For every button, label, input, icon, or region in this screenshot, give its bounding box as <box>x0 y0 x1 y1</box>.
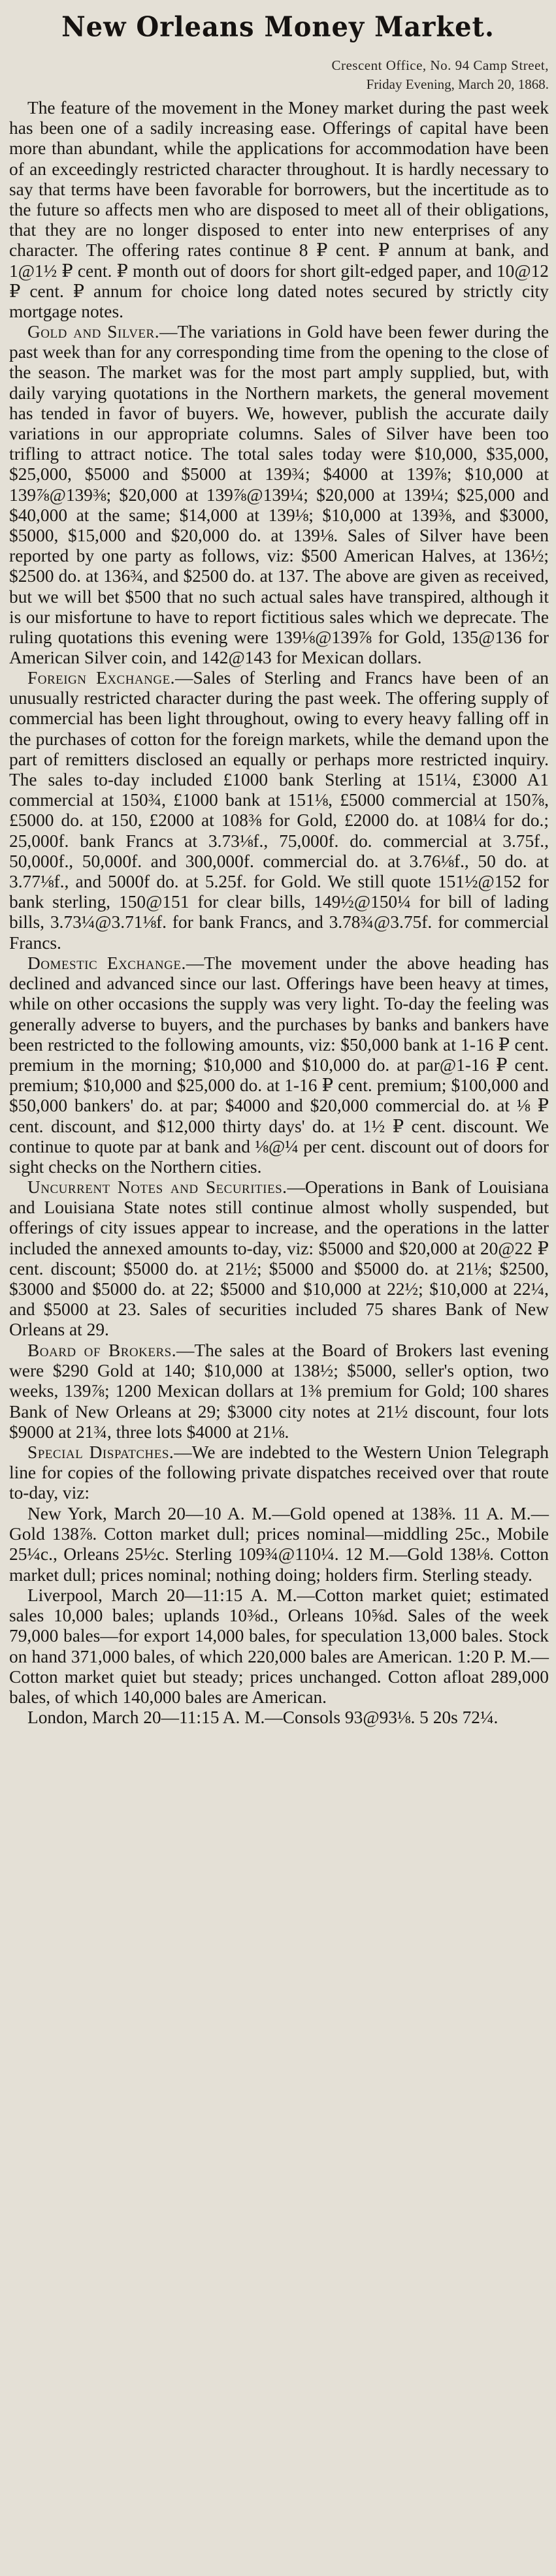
section-heading-board-of-brokers: Board of Brokers. <box>27 1341 177 1360</box>
paragraph-text: Liverpool, March 20—11:15 A. M.—Cotton market quiet; estimated sales 10,000 bales; uplands 10⅜d., Orleans 10⅝d. Sales of the week 79,000 bales—for export 14,000 bales, for speculation 13,000 bales. Stock on hand 371,000 bales, of which 220,000 bales are American. 1:20 P. M.—Cotton market quiet but steady; prices unchanged. Cotton afloat 289,000 bales, of which 140,000 bales are American. <box>9 1585 549 1708</box>
paragraph-text: —The sales at the Board of Brokers last evening were $290 Gold at 140; $10,000 at 138½; $5000, seller's option, two weeks, 139⅞; 1200 Mexican dollars at 1⅜ premium for Gold; 100 shares Bank of New Orleans at 29; $3000 city notes at 21½ discount, four lots $9000 at 21¾, three lots $4000 at 21⅛. <box>9 1341 549 1442</box>
paragraph-text: London, March 20—11:15 A. M.—Consols 93@93⅛. 5 20s 72¼. <box>27 1708 499 1727</box>
paragraph-text: —The movement under the above heading has declined and advanced since our last. Offerings have been heavy at times, while on other occasions the supply was very light. To-day the feeling was generally adverse to buyers, and the purchases by banks and bankers have been restricted to the following amounts, viz: $50,000 bank at 1-16 ₽ cent. premium in the morning; $10,000 and $10,000 do. at par@1-16 ₽ cent. premium; $10,000 and $25,000 do. at 1-16 ₽ cent. premium; $100,000 and $50,000 bankers' do. at par; $4000 and $20,000 commercial do. at ⅛ ₽ cent. discount, and $12,000 thirty days' do. at 1½ ₽ cent. discount. We continue to quote par at bank and ⅛@¼ per cent. discount out of doors for sight checks on the Northern cities. <box>9 953 549 1177</box>
paragraph-money-market <box>9 98 549 322</box>
paragraph-text: —The variations in Gold have been fewer during the past week than for any corresponding time from the opening to the close of the season. The market was for the most part amply supplied, but, with daily varying quotations in the Northern markets, the general movement has tended in favor of buyers. We, however, publish the accurate daily variations in our appropriate columns. Sales of Silver have been too trifling to attract notice. The total sales today were $10,000, $35,000, $25,000, $5000 and $5000 at 139¾; $4000 at 139⅞; $10,000 at 139⅞@139⅜; $20,000 at 139⅞@139¼; $20,000 at 139¼; $25,000 and $40,000 at the same; $14,000 at 139⅛; $10,000 at 139⅜, and $3000, $5000, $15,000 and $20,000 do. at 139⅛. Sales of Silver have been reported by one party as follows, viz: $500 American Halves, at 136½; $2500 do. at 136¾, and $2500 do. at 137. The above are given as received, but we will bet $500 that no such actual sales have transpired, although it is our misfortune to have to report fictitious sales which we deprecate. The ruling quotations this evening were 139⅛@139⅞ for Gold, 135@136 for American Silver coin, and 142@143 for Mexican dollars. <box>9 322 549 668</box>
paragraph-text: —We are indebted to the Western Union Telegraph line for copies of the following private dispatches received over that route to-day, viz: <box>9 1442 549 1503</box>
section-heading-domestic-exchange: Domestic Exchange. <box>27 953 186 973</box>
paragraph-special-dispatches <box>9 1442 549 1504</box>
paragraph-text: The feature of the movement in the Money market during the past week has been one of a sadily increasing ease. Offerings of capital have been more than abundant, while the applications for accommodation have been of an exceedingly restricted character throughout. It is hardly necessary to say that terms have been favorable for borrowers, but the incertitude as to the future so affects men who are disposed to meet all of their obligations, that they are no longer disposed to enter into new enterprises of any character. The offering rates continue 8 ₽ cent. ₽ annum at bank, and 1@1½ ₽ cent. ₽ month out of doors for short gilt-edged paper, and 10@12 ₽ cent. ₽ annum for choice long dated notes secured by strictly city mortgage notes. <box>9 98 549 322</box>
section-heading-gold-silver: Gold and Silver. <box>27 322 160 342</box>
paragraph-foreign-exchange <box>9 668 549 953</box>
article-body <box>9 98 549 2566</box>
paragraph-board-of-brokers <box>9 1341 549 1442</box>
dateline <box>39 56 549 97</box>
masthead-title: New Orleans Money Market. <box>61 10 495 44</box>
paragraph-domestic-exchange <box>9 953 549 1177</box>
dispatch-liverpool <box>9 1585 549 1708</box>
paragraph-text: —Operations in Bank of Louisiana and Louisiana State notes still continue almost wholly suspended, but offerings of city issues appear to increase, and the operations in the latter included the annexed amounts to-day, viz: $5000 and $20,000 at 20@22 ₽ cent. discount; $5000 do. at 21½; $5000 and $5000 do. at 21⅛; $2500, $3000 and $5000 do. at 22; $5000 and $10,000 at 22½; $10,000 at 22¼, and $5000 at 23. Sales of securities included 75 shares Bank of New Orleans at 29. <box>9 1177 549 1340</box>
section-heading-uncurrent-notes: Uncurrent Notes and Securities. <box>27 1177 287 1197</box>
section-heading-foreign-exchange: Foreign Exchange. <box>27 668 176 688</box>
paragraph-gold-silver <box>9 322 549 668</box>
dispatch-new-york <box>9 1504 549 1585</box>
paragraph-uncurrent-notes <box>9 1177 549 1341</box>
dispatch-london <box>9 1708 549 1728</box>
dateline-date: Friday Evening, March 20, 1868. <box>366 76 549 92</box>
paragraph-text: New York, March 20—10 A. M.—Gold opened at 138⅜. 11 A. M.—Gold 138⅞. Cotton market dull; prices nominal—middling 25c., Mobile 25¼c., Orleans 25½c. Sterling 109¾@110¼. 12 M.—Gold 138⅛. Cotton market dull; prices nominal; nothing doing; holders firm. Sterling steady. <box>9 1504 549 1585</box>
paragraph-text: —Sales of Sterling and Francs have been of an unusually restricted character during the past week. The offering supply of commercial has been light throughout, owing to every heavy falling off in the purchases of cotton for the foreign markets, while the demand upon the part of remitters disclosed an equally or perhaps more restricted inquiry. The sales to-day included £1000 bank Sterling at 151¼, £3000 A1 commercial at 150¾, £1000 bank at 151⅛, £5000 commercial at 150⅞, £5000 do. at 150, £2000 at 108⅜ for Gold, £2000 do. at 108¼ for do.; 25,000f. bank Francs at 3.73⅛f., 75,000f. do. commercial at 3.75f., 50,000f., 50,000f. and 300,000f. commercial do. at 3.76⅛f., 50 do. at 3.77⅛f., and 5000f do. at 5.25f. for Gold. We still quote 151½@152 for bank sterling, 150@151 for clear bills, 149½@150¼ for bill of lading bills, 3.73¼@3.71⅛f. for bank Francs, and 3.78¾@3.75f. for commercial Francs. <box>9 668 549 953</box>
section-heading-special-dispatches: Special Dispatches. <box>27 1442 174 1462</box>
dateline-office: Crescent Office, No. 94 Camp Street, <box>331 57 549 73</box>
